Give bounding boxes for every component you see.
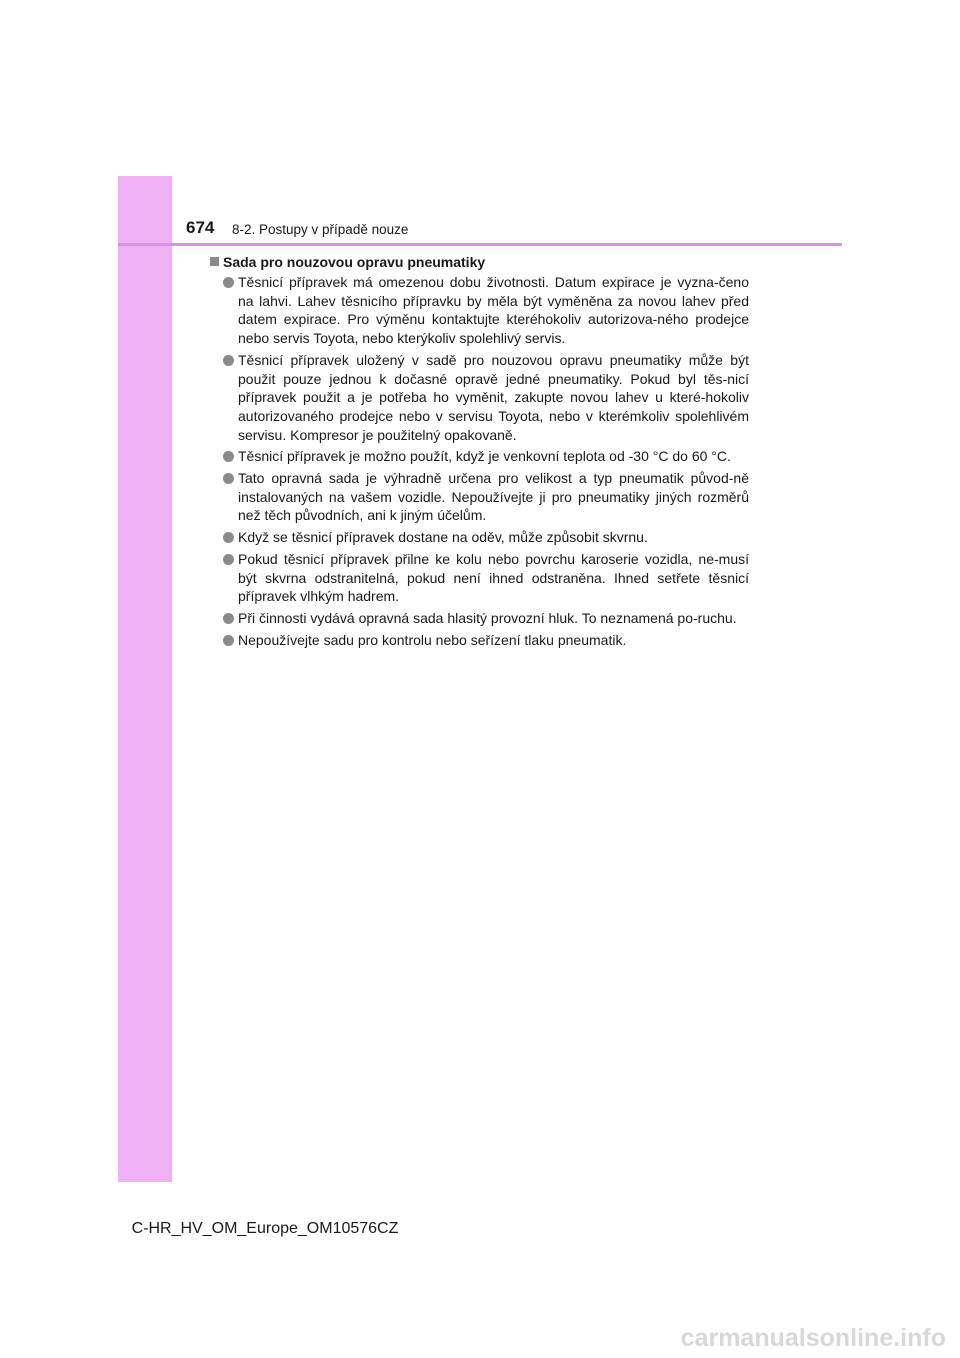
site-watermark: carmanualsonline.info (680, 1324, 946, 1352)
list-item-text: Když se těsnicí přípravek dostane na oděv, může způsobit skvrnu. (238, 529, 648, 546)
round-bullet-icon (223, 635, 234, 646)
list-item (208, 528, 749, 547)
page-content (208, 252, 749, 652)
bullet-list (208, 273, 749, 649)
list-item (208, 631, 749, 650)
section-title: 8-2. Postupy v případě nouze (232, 222, 409, 237)
round-bullet-icon (223, 451, 234, 462)
round-bullet-icon (223, 554, 234, 565)
round-bullet-icon (223, 355, 234, 366)
round-bullet-icon (223, 532, 234, 543)
page-number: 674 (186, 218, 215, 237)
list-item-text: Tato opravná sada je výhradně určena pro velikost a typ pneumatik původ-ně instalovaných na vašem vozidle. Nepoužívejte ji pro pneumatiky jiných rozměrů než těch původních, ani k jiným účelům. (238, 470, 749, 524)
list-item (208, 351, 749, 445)
round-bullet-icon (223, 473, 234, 484)
list-item (208, 550, 749, 606)
list-item (208, 273, 749, 348)
section-heading (208, 252, 749, 272)
list-item-text: Při činnosti vydává opravná sada hlasitý provozní hluk. To neznamená po-ruchu. (238, 609, 737, 626)
list-item (208, 469, 749, 525)
list-item-text: Těsnicí přípravek má omezenou dobu životnosti. Datum expirace je vyzna-čeno na lahvi. Lahev těsnicího přípravku by měla být vyměněna za novou lahev před datem expirace. Pro výměnu kontaktujte kteréhokoliv autorizova-ného prodejce nebo servis Toyota, nebo kterýkoliv spolehlivý servis. (238, 274, 749, 347)
document-code-footer: C-HR_HV_OM_Europe_OM10576CZ (131, 1220, 399, 1237)
list-item-text: Pokud těsnicí přípravek přilne ke kolu nebo povrchu karoserie vozidla, ne-musí být skvrna odstranitelná, pokud není ihned odstraněna. Ihned setřete těsnicí přípravek vlhkým hadrem. (238, 550, 749, 605)
section-heading-text: Sada pro nouzovou opravu pneumatiky (223, 254, 486, 270)
chapter-side-tab (118, 176, 172, 1182)
list-item-text: Těsnicí přípravek uložený v sadě pro nouzovou opravu pneumatiky může být použit pouze jednou k dočasné opravě jedné pneumatiky. Pokud byl těs-nicí přípravek použit a je potřeba ho vyměnit, zakupte novou lahev u které-hokoliv autorizovaného prodejce nebo v servisu Toyota, nebo v kterémkoliv spolehlivém servisu. Kompresor je použitelný opakovaně. (238, 351, 749, 443)
header-divider (118, 243, 842, 246)
list-item (208, 447, 749, 466)
round-bullet-icon (223, 613, 234, 624)
list-item (208, 609, 749, 628)
list-item-text: Těsnicí přípravek je možno použít, když je venkovní teplota od -30 °C do 60 °C. (238, 448, 731, 465)
round-bullet-icon (223, 277, 234, 288)
square-bullet-icon (210, 257, 219, 266)
list-item-text: Nepoužívejte sadu pro kontrolu nebo seřízení tlaku pneumatik. (238, 631, 627, 648)
